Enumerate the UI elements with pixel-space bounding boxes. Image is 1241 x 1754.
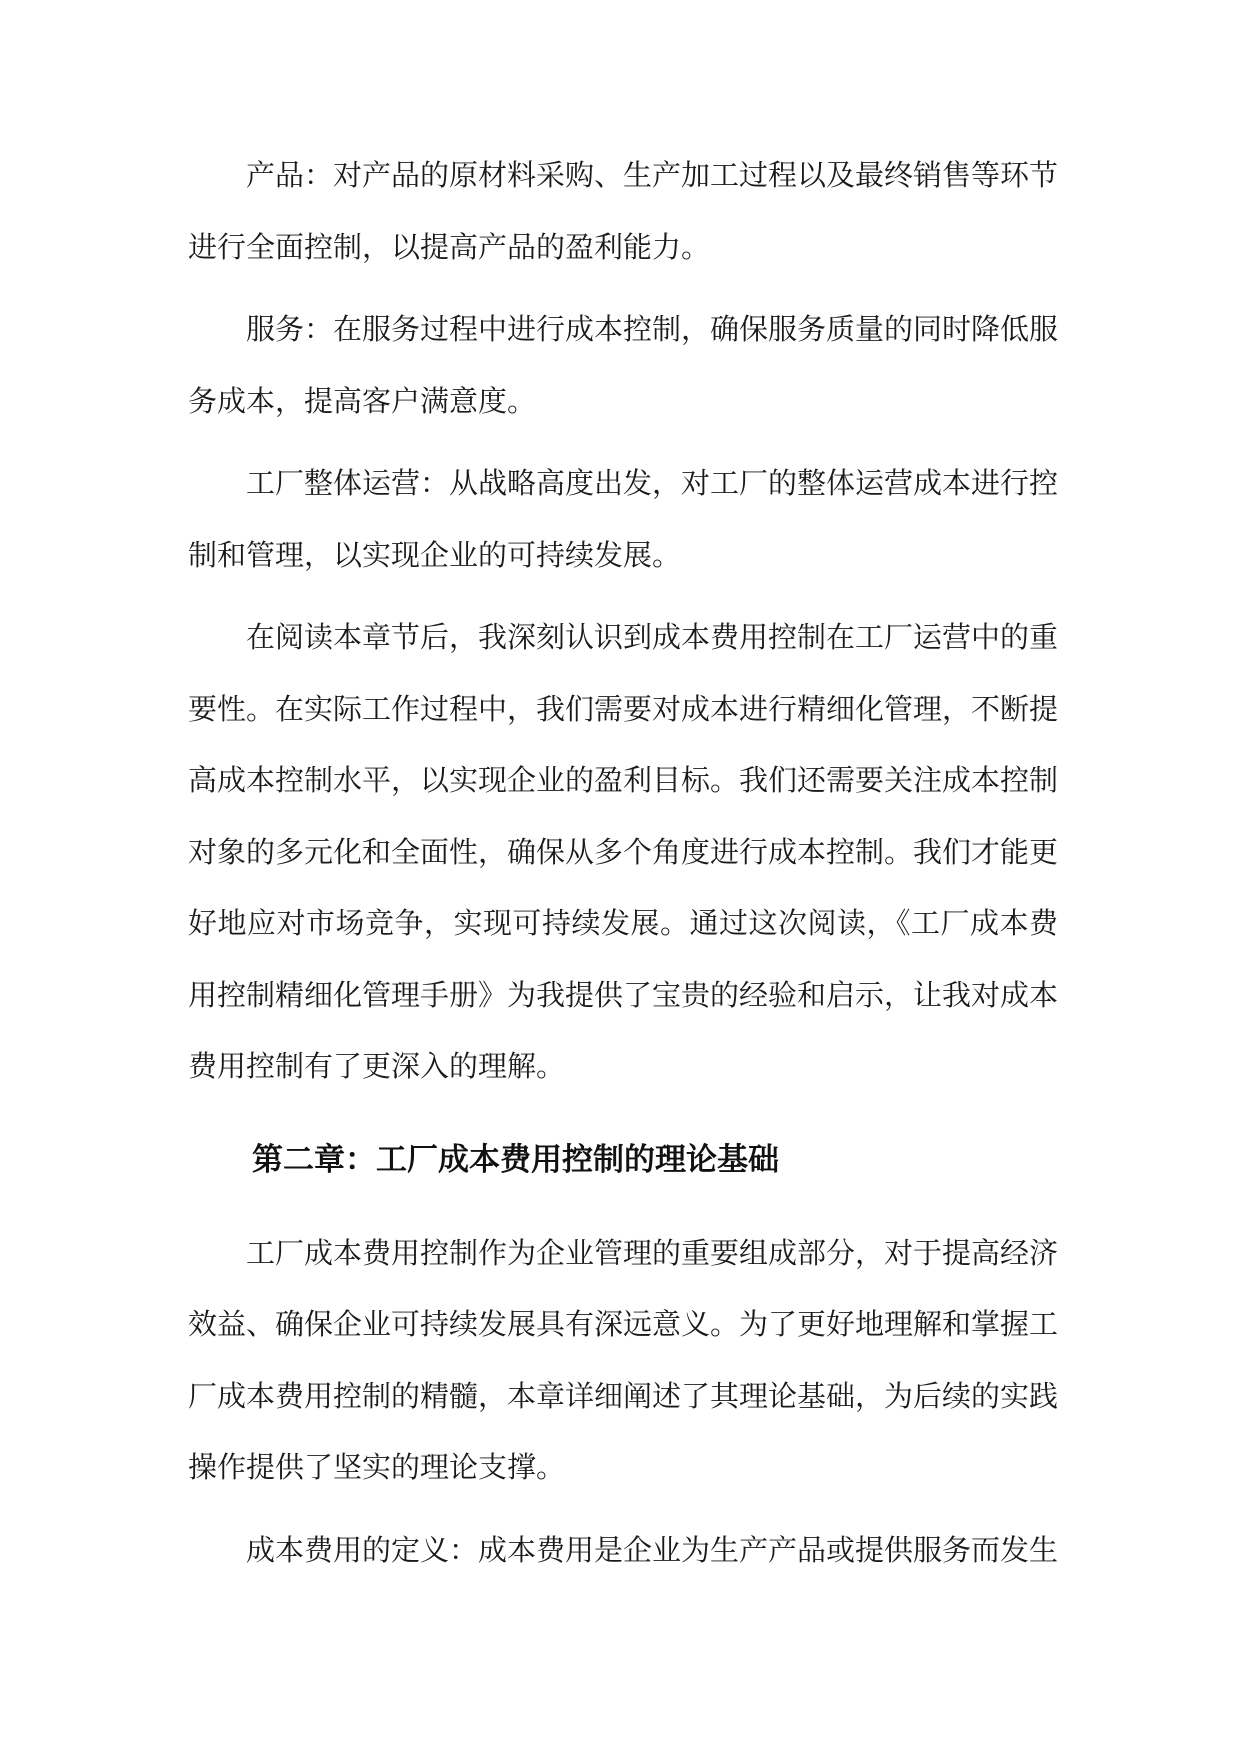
chapter-heading: 第二章：工厂成本费用控制的理论基础 — [252, 1141, 779, 1178]
document-body — [188, 140, 1058, 1597]
paragraph-cost-definition: 成本费用的定义：成本费用是企业为生产产品或提供服务而发生 — [246, 1532, 1059, 1567]
paragraph-chapter-intro: 工厂成本费用控制作为企业管理的重要组成部分，对于提高经济效益、确保企业可持续发展具有深远意义。为了更好地理解和掌握工厂成本费用控制的精髓，本章详细阐述了其理论基础，为后续的实践操作提供了坚实的理论支撑。 — [188, 1235, 1059, 1484]
paragraph-service-control: 服务：在服务过程中进行成本控制，确保服务质量的同时降低服务成本，提高客户满意度。 — [188, 312, 1059, 418]
paragraph-product-control: 产品：对产品的原材料采购、生产加工过程以及最终销售等环节进行全面控制，以提高产品的盈利能力。 — [188, 158, 1059, 264]
paragraph-factory-operation: 工厂整体运营：从战略高度出发，对工厂的整体运营成本进行控制和管理，以实现企业的可持续发展。 — [188, 466, 1059, 572]
paragraph-reading-reflection: 在阅读本章节后，我深刻认识到成本费用控制在工厂运营中的重要性。在实际工作过程中，我们需要对成本进行精细化管理，不断提高成本控制水平，以实现企业的盈利目标。我们还需要关注成本控制对象的多元化和全面性，确保从多个角度进行成本控制。我们才能更好地应对市场竞争，实现可持续发展。通过这次阅读，《工厂成本费用控制精细化管理手册》为我提供了宝贵的经验和启示，让我对成本费用控制有了更深入的理解。 — [188, 620, 1059, 1083]
